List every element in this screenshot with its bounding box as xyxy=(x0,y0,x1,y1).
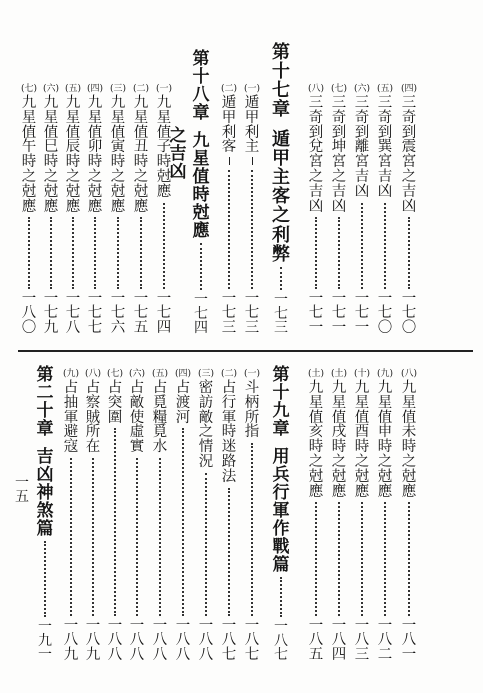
leader-dots xyxy=(70,458,72,616)
entry-marker: (十) xyxy=(353,369,371,379)
entry-title: (九) 占 抽 軍 避 寇 xyxy=(62,369,80,456)
entry-marker: (四) xyxy=(174,369,192,379)
entry-title: (八) 九 星 值 未 時 之 尅 應 xyxy=(400,369,418,500)
entry-marker: (四) xyxy=(400,84,418,94)
entry-page-number: 一 七 四 xyxy=(156,290,172,336)
leader-dots xyxy=(251,443,253,615)
entry-title: (四) 三 奇 到 震 宮 之 吉 凶 xyxy=(400,84,418,215)
entry-marker: (二) xyxy=(220,369,238,379)
leader-dots xyxy=(408,217,410,288)
entry-page-number: 一 七 三 xyxy=(221,290,237,336)
chapter-page-number: 一 七 三 xyxy=(274,292,288,336)
chapter-heading[interactable] xyxy=(30,366,60,662)
leader-dots xyxy=(182,428,184,615)
entry-marker: (九) xyxy=(62,369,80,379)
toc-entry[interactable] xyxy=(82,368,104,662)
entry-marker: (七) xyxy=(330,84,348,94)
entry-title: (五) 占 覓 糧 覓 水 xyxy=(151,369,169,456)
leader-dots xyxy=(280,267,282,290)
entry-page-number: 一 八 八 xyxy=(152,617,168,663)
toc-entry[interactable] xyxy=(374,83,396,335)
leader-dots xyxy=(28,217,30,288)
leader-dots xyxy=(114,428,116,615)
toc-entry[interactable] xyxy=(351,368,373,662)
entry-title: (五) 三 奇 到 巽 宮 吉 凶 xyxy=(376,84,394,200)
entry-page-number: 一 八 〇 xyxy=(21,290,37,336)
toc-entry[interactable] xyxy=(374,368,396,662)
entry-title: (三) 九 星 值 寅 時 之 尅 應 xyxy=(109,84,127,215)
entry-marker: (六) xyxy=(42,84,60,94)
entry-page-number: 一 七 一 xyxy=(354,290,370,336)
page-number: 一 五 xyxy=(15,475,29,506)
entry-title: (五) 九 星 值 辰 時 之 尅 應 xyxy=(64,84,82,215)
leader-dots xyxy=(315,502,317,615)
toc-entry[interactable] xyxy=(84,83,106,335)
toc-entry[interactable] xyxy=(40,83,62,335)
chapter-title: 第 十 七 章 遁 甲 主 客 之 利 弊 xyxy=(272,42,290,265)
section-divider xyxy=(18,350,473,352)
toc-entry[interactable] xyxy=(172,368,194,662)
entry-marker: (五) xyxy=(64,84,82,94)
toc-entry[interactable] xyxy=(398,83,420,335)
leader-dots xyxy=(408,502,410,615)
entry-marker: (二) xyxy=(132,84,150,94)
entry-marker: (八) xyxy=(400,369,418,379)
entry-title: (七) 占 突 圍 xyxy=(106,369,124,426)
entry-marker: (一) xyxy=(155,84,173,94)
entry-marker: (一) xyxy=(243,84,261,94)
entry-page-number: 一 八 八 xyxy=(175,617,191,663)
toc-entry[interactable] xyxy=(305,368,327,662)
leader-dots xyxy=(361,502,363,615)
entry-page-number: 一 八 七 xyxy=(221,617,237,663)
entry-page-number: 一 七 九 xyxy=(43,290,59,336)
entry-marker: (五) xyxy=(376,84,394,94)
entry-page-number: 一 七 一 xyxy=(308,290,324,336)
toc-entry[interactable] xyxy=(328,83,350,335)
leader-dots xyxy=(50,217,52,288)
chapter-page-number: 一 七 四 xyxy=(194,292,208,336)
entry-page-number: 一 八 八 xyxy=(107,617,123,663)
chapter-subtitle: 之 吉 凶 xyxy=(169,126,187,183)
toc-top-half xyxy=(0,42,483,336)
entry-page-number: 一 七 八 xyxy=(65,290,81,336)
entry-page-number: 一 八 八 xyxy=(198,617,214,663)
toc-entry[interactable] xyxy=(195,368,217,662)
entry-page-number: 一 七 〇 xyxy=(377,290,393,336)
entry-marker: (四) xyxy=(86,84,104,94)
toc-entry[interactable] xyxy=(149,368,171,662)
leader-dots xyxy=(72,217,74,288)
leader-dots xyxy=(384,203,386,289)
entry-page-number: 一 八 七 xyxy=(244,617,260,663)
entry-marker: (八) xyxy=(307,84,325,94)
entry-page-number: 一 七 一 xyxy=(331,290,347,336)
leader-dots xyxy=(384,502,386,615)
entry-page-number: 一 八 三 xyxy=(354,617,370,663)
chapter-heading[interactable] xyxy=(186,50,216,335)
chapter-page-number: 一 九 一 xyxy=(38,619,52,663)
leader-dots xyxy=(228,170,230,288)
entry-page-number: 一 八 二 xyxy=(377,617,393,663)
entry-title: (八) 占 察 賊 所 在 xyxy=(84,369,102,456)
leader-dots xyxy=(251,170,253,288)
chapter-page-number: 一 八 七 xyxy=(274,619,288,663)
entry-title: (一) 斗 柄 所 指 xyxy=(243,369,261,441)
entry-title: (六) 三 奇 到 離 宮 吉 凶 xyxy=(353,84,371,200)
toc-entry[interactable] xyxy=(153,83,175,335)
entry-title: (土) 九 星 值 亥 時 之 尅 應 xyxy=(307,369,325,500)
leader-dots xyxy=(117,217,119,288)
entry-page-number: 一 七 七 xyxy=(87,290,103,336)
entry-title: (六) 占 敵 使 虛 實 xyxy=(128,369,146,456)
entry-page-number: 一 八 四 xyxy=(331,617,347,663)
leader-dots xyxy=(140,217,142,288)
leader-dots xyxy=(159,458,161,616)
entry-title: (二) 占 行 軍 時 迷 路 法 xyxy=(220,369,238,485)
entry-page-number: 一 八 九 xyxy=(63,617,79,663)
toc-entry[interactable] xyxy=(62,83,84,335)
leader-dots xyxy=(163,203,165,289)
entry-title: (四) 九 星 值 卯 時 之 尅 應 xyxy=(86,84,104,215)
entry-marker: (六) xyxy=(128,369,146,379)
leader-bar xyxy=(252,157,253,165)
entry-page-number: 一 七 六 xyxy=(110,290,126,336)
leader-dots xyxy=(205,473,207,616)
chapter-title: 第 十 八 章 九 星 值 時 尅 應 xyxy=(192,49,210,242)
entry-title: (四) 占 渡 河 xyxy=(174,369,192,426)
entry-marker: (一) xyxy=(243,369,261,379)
entry-title: (一) 遁 甲 利 主 xyxy=(243,84,261,156)
chapter-title: 第 十 九 章 用 兵 行 軍 作 戰 篇 xyxy=(272,365,290,576)
entry-marker: (土) xyxy=(330,369,348,379)
entry-title: (十) 九 星 值 酉 時 之 尅 應 xyxy=(353,369,371,500)
entry-marker: (五) xyxy=(151,369,169,379)
toc-entry[interactable] xyxy=(241,368,263,662)
entry-marker: (七) xyxy=(20,84,38,94)
toc-entry[interactable] xyxy=(18,83,40,335)
entry-marker: (二) xyxy=(220,84,238,94)
leader-bar xyxy=(229,157,230,165)
entry-page-number: 一 七 五 xyxy=(133,290,149,336)
toc-entry[interactable] xyxy=(107,83,129,335)
leader-dots xyxy=(280,577,282,617)
entry-page-number: 一 八 一 xyxy=(401,617,417,663)
toc-entry[interactable] xyxy=(305,83,327,335)
entry-title: (二) 九 星 值 丑 時 之 尅 應 xyxy=(132,84,150,215)
toc-entry[interactable] xyxy=(328,368,350,662)
toc-entry[interactable] xyxy=(130,83,152,335)
entry-marker: (土) xyxy=(307,369,325,379)
leader-dots xyxy=(315,217,317,288)
entry-marker: (三) xyxy=(109,84,127,94)
entry-marker: (三) xyxy=(197,369,215,379)
leader-dots xyxy=(94,217,96,288)
toc-entry[interactable] xyxy=(351,83,373,335)
toc-bottom-half xyxy=(0,365,483,663)
entry-marker: (七) xyxy=(106,369,124,379)
toc-entry[interactable] xyxy=(126,368,148,662)
entry-marker: (六) xyxy=(353,84,371,94)
toc-entry[interactable] xyxy=(398,368,420,662)
chapter-title: 第 二 十 章 吉 凶 神 煞 篇 xyxy=(36,365,54,540)
entry-marker: (八) xyxy=(84,369,102,379)
entry-title: (七) 九 星 值 午 時 之 尅 應 xyxy=(20,84,38,215)
leader-dots xyxy=(338,217,340,288)
entry-title: (土) 九 星 值 戌 時 之 尅 應 xyxy=(330,369,348,500)
chapter-heading[interactable] xyxy=(266,43,296,335)
entry-title: (二) 遁 甲 利 客 xyxy=(220,84,238,156)
entry-title: (一) 九 星 值 子 時 尅 應 xyxy=(155,84,173,200)
chapter-heading[interactable] xyxy=(266,366,296,662)
entry-title: (七) 三 奇 到 坤 宮 之 吉 凶 xyxy=(330,84,348,215)
leader-dots xyxy=(338,502,340,615)
entry-page-number: 一 七 三 xyxy=(244,290,260,336)
leader-dots xyxy=(136,458,138,616)
entry-title: (六) 九 星 值 巳 時 之 尅 應 xyxy=(42,84,60,215)
leader-dots xyxy=(200,243,202,290)
entry-title: (八) 三 奇 到 兌 宮 之 吉 凶 xyxy=(307,84,325,215)
leader-dots xyxy=(228,488,230,616)
leader-dots xyxy=(361,203,363,289)
toc-entry[interactable] xyxy=(218,368,240,662)
entry-title: (三) 密 訪 敵 之 情 況 xyxy=(197,369,215,470)
entry-title: (九) 九 星 值 申 時 之 尅 應 xyxy=(376,369,394,500)
toc-entry[interactable] xyxy=(104,368,126,662)
toc-entry[interactable] xyxy=(218,83,240,335)
entry-page-number: 一 七 〇 xyxy=(401,290,417,336)
leader-dots xyxy=(44,541,46,617)
leader-dots xyxy=(92,458,94,616)
entry-page-number: 一 八 九 xyxy=(85,617,101,663)
entry-page-number: 一 八 八 xyxy=(129,617,145,663)
toc-entry[interactable] xyxy=(60,368,82,662)
entry-page-number: 一 八 五 xyxy=(308,617,324,663)
toc-entry[interactable] xyxy=(241,83,263,335)
entry-marker: (九) xyxy=(376,369,394,379)
